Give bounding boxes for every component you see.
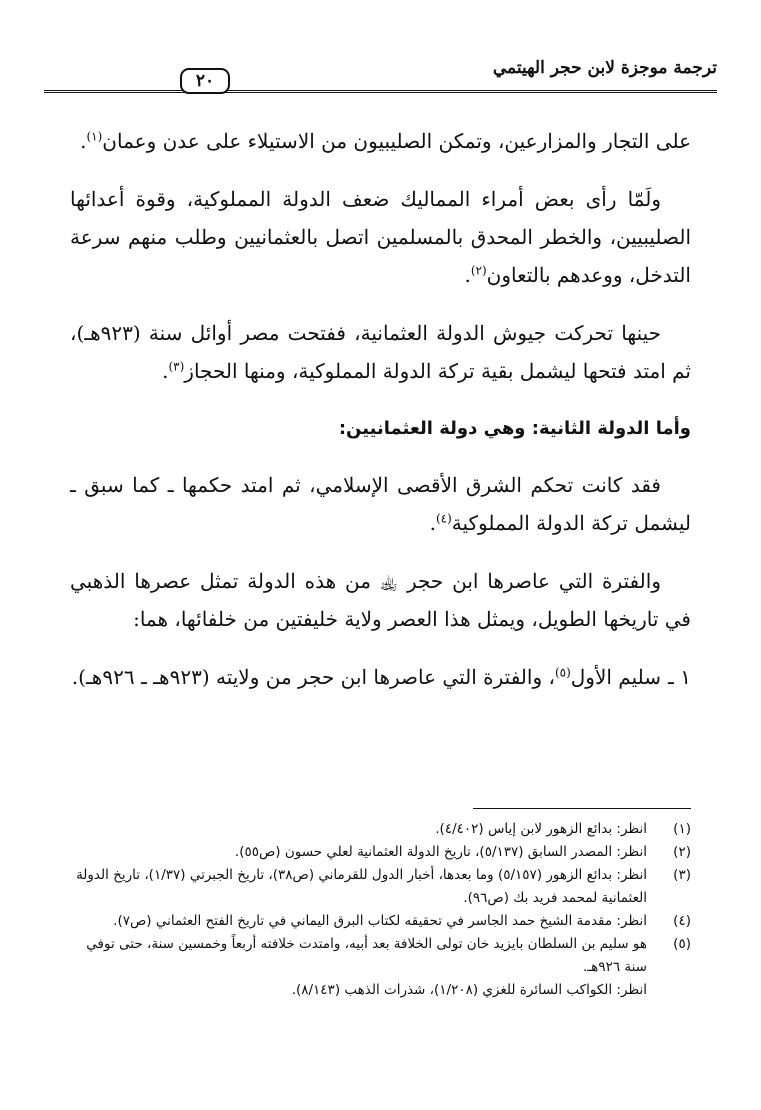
footnote-5 xyxy=(70,933,691,979)
footnote-ref-1: (١) xyxy=(86,129,103,144)
header-rule xyxy=(44,90,717,93)
footnote-ref-4: (٤) xyxy=(435,511,452,526)
footnote-text: انظر: بدائع الزهور (٥/١٥٧) وما بعدها، أخبار الدول للقرماني (ص٣٨)، تاريخ الجبرتي (١/٣٧)، تاريخ الدولة العثمانية لمحمد فريد بك (ص٩٦). xyxy=(76,867,647,906)
list-item-text-b: ، والفترة التي عاصرها ابن حجر من ولايته (٩٢٣هـ ـ ٩٢٦هـ). xyxy=(71,665,555,689)
footnote-number: (٤) xyxy=(673,913,691,929)
paragraph-4-end: . xyxy=(429,511,436,535)
footnote-2 xyxy=(70,841,691,864)
paragraph-3-text: حينها تحركت جيوش الدولة العثمانية، ففتحت مصر أوائل سنة (٩٢٣هـ)، ثم امتد فتحها ليشمل بقية تركة الدولة المملوكية، ومنها الحجاز xyxy=(70,321,691,383)
body-text xyxy=(70,122,691,708)
paragraph-2 xyxy=(70,180,691,294)
footnote-1 xyxy=(70,818,691,841)
footnote-separator xyxy=(473,808,691,809)
footnote-number: (١) xyxy=(673,821,691,837)
footnote-3 xyxy=(70,864,691,910)
paragraph-5 xyxy=(70,562,691,638)
paragraph-1-end: . xyxy=(80,129,87,153)
footnote-number: (٥) xyxy=(673,936,691,952)
paragraph-1 xyxy=(70,122,691,160)
footnote-5-continued xyxy=(70,979,691,1002)
footnotes xyxy=(70,818,691,1002)
paragraph-5-text: والفترة التي عاصرها ابن حجر ﵀ من هذه الدولة تمثل عصرها الذهبي في تاريخها الطويل، ويمثل هذا العصر ولاية خليفتين من خلفائها، هما: xyxy=(70,569,691,631)
paragraph-4-text: فقد كانت تحكم الشرق الأقصى الإسلامي، ثم امتد حكمها ـ كما سبق ـ ليشمل تركة الدولة المملوكية xyxy=(70,473,691,535)
paragraph-1-text: على التجار والمزارعين، وتمكن الصليبيون من الاستيلاء على عدن وعمان xyxy=(102,129,691,153)
footnote-ref-3: (٣) xyxy=(168,359,185,374)
list-item-text-a: سليم الأول xyxy=(570,665,661,689)
paragraph-2-end: . xyxy=(464,263,471,287)
footnote-number: (٣) xyxy=(673,867,691,883)
footnote-text: انظر: الكواكب السائرة للغزي (١/٢٠٨)، شذرات الذهب (٨/١٤٣). xyxy=(291,982,647,998)
paragraph-3 xyxy=(70,314,691,390)
page-number: ٢٠ xyxy=(180,68,230,94)
footnote-text: انظر: بدائع الزهور لابن إياس (٤/٤٠٢). xyxy=(435,821,647,837)
footnote-text: هو سليم بن السلطان بايزيد خان تولى الخلافة بعد أبيه، وامتدت خلافته أربعاً وخمسين سنة، حتى توفي سنة ٩٢٦هـ. xyxy=(86,936,647,975)
list-item-1 xyxy=(70,658,691,696)
paragraph-2-text: ولَمّا رأى بعض أمراء المماليك ضعف الدولة المملوكية، وقوة أعدائها الصليبيين، والخطر المحدق بالمسلمين اتصل بالعثمانيين وطلب منهم سرعة التدخل، ووعدهم بالتعاون xyxy=(70,187,691,287)
paragraph-4 xyxy=(70,466,691,542)
footnote-text: انظر: مقدمة الشيخ حمد الجاسر في تحقيقه لكتاب البرق اليماني في تاريخ الفتح العثماني (ص٧). xyxy=(113,913,647,929)
footnote-4 xyxy=(70,910,691,933)
running-title: ترجمة موجزة لابن حجر الهيتمي xyxy=(492,58,717,78)
section-heading: وأما الدولة الثانية: وهي دولة العثمانيين: xyxy=(338,418,691,439)
footnote-ref-5: (٥) xyxy=(554,665,571,680)
paragraph-3-end: . xyxy=(162,359,169,383)
page-header xyxy=(44,56,717,98)
footnote-ref-2: (٢) xyxy=(470,263,487,278)
list-item-number: ١ ـ xyxy=(668,665,691,689)
footnote-number: (٢) xyxy=(673,844,691,860)
footnote-text: انظر: المصدر السابق (٥/١٣٧)، تاريخ الدولة العثمانية لعلي حسون (ص٥٥). xyxy=(234,844,647,860)
